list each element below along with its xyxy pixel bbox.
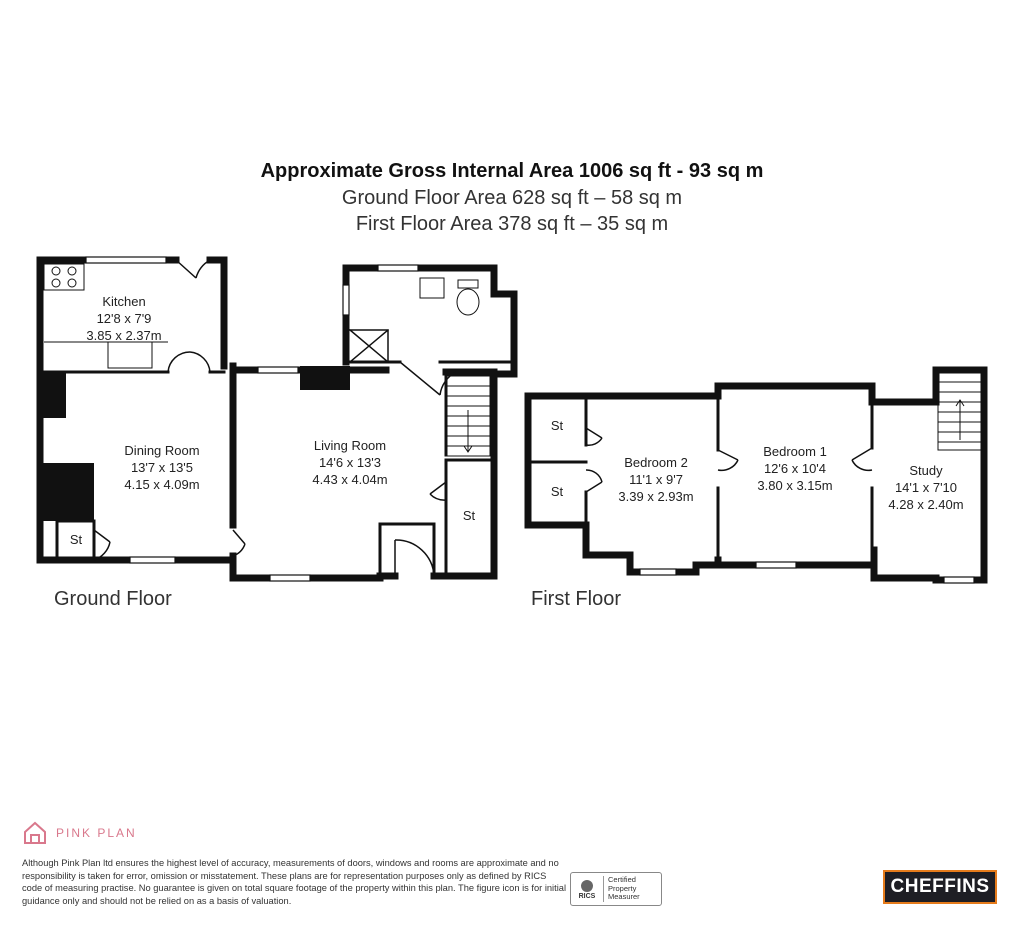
window xyxy=(756,562,796,568)
store-label: St xyxy=(550,484,564,499)
living-metric: 4.43 x 4.04m xyxy=(312,472,388,487)
kitchen-name: Kitchen xyxy=(102,294,146,309)
window xyxy=(130,557,175,563)
kitchen-metric: 3.85 x 2.37m xyxy=(86,328,162,343)
rics-icon xyxy=(580,879,594,893)
ground-area-text: Ground Floor Area 628 sq ft – 58 sq m xyxy=(341,187,683,209)
hob xyxy=(44,264,84,290)
study-name: Study xyxy=(909,463,943,478)
basin xyxy=(420,278,444,298)
rics-label: RICS xyxy=(578,892,596,900)
store-label: St xyxy=(462,508,476,523)
door xyxy=(852,448,872,470)
bedroom2-imperial: 11'1 x 9'7 xyxy=(629,472,683,487)
house-logo-icon xyxy=(22,820,48,846)
porch xyxy=(380,524,434,578)
door xyxy=(400,362,456,395)
shower xyxy=(350,330,388,362)
door xyxy=(586,428,602,445)
door xyxy=(395,540,434,576)
door xyxy=(718,450,738,470)
living-chimney xyxy=(300,366,350,390)
rics-line: Measurer xyxy=(608,892,640,902)
pink-plan-logo xyxy=(22,818,137,848)
bedroom2-metric: 3.39 x 2.93m xyxy=(618,489,694,504)
bedroom1-metric: 3.80 x 3.15m xyxy=(757,478,833,493)
window xyxy=(944,577,974,583)
first-floor-label: First Floor xyxy=(531,588,621,610)
rics-badge xyxy=(570,872,662,906)
chimney-breast-1 xyxy=(38,372,66,418)
bathroom-walls xyxy=(346,268,514,374)
living-name: Living Room xyxy=(313,438,387,453)
chimney-breast-2 xyxy=(38,463,94,521)
first-area-text: First Floor Area 378 sq ft – 35 sq m xyxy=(355,213,669,235)
disclaimer-text: Although Pink Plan ltd ensures the highest level of accuracy, measurements of doors, windows and rooms are approximate and no responsibility is taken for error, omission or misstatement. These plans are for representation purposes only as defined by RICS code of measuring practise. No guarantee is given on total square footage of the property within this plan. The figure icon is for initial guidance only and should not be relied on as a basis of valuation. xyxy=(22,858,567,906)
kitchen-imperial: 12'8 x 7'9 xyxy=(96,311,152,326)
ground-floor-label: Ground Floor xyxy=(54,588,172,610)
pink-plan-brand: PINK PLAN xyxy=(56,826,137,840)
study-imperial: 14'1 x 7'10 xyxy=(894,480,958,495)
door xyxy=(586,470,602,492)
bedroom1-name: Bedroom 1 xyxy=(763,444,827,459)
dining-name: Dining Room xyxy=(124,443,200,458)
toilet xyxy=(457,289,479,315)
bedroom2-name: Bedroom 2 xyxy=(624,455,688,470)
dining-imperial: 13'7 x 13'5 xyxy=(130,460,194,475)
study-metric: 4.28 x 2.40m xyxy=(888,497,964,512)
rics-line: Property xyxy=(608,883,637,893)
store-label: St xyxy=(69,532,83,547)
window xyxy=(378,265,418,271)
store-label: St xyxy=(550,418,564,433)
door xyxy=(94,530,110,560)
door xyxy=(430,482,446,500)
area-title: Approximate Gross Internal Area 1006 sq ft - 93 sq m xyxy=(260,160,764,182)
door xyxy=(233,530,245,556)
rics-line: Certified xyxy=(608,875,636,885)
bedroom1-imperial: 12'6 x 10'4 xyxy=(763,461,827,476)
dining-metric: 4.15 x 4.09m xyxy=(124,477,200,492)
window xyxy=(258,367,298,373)
door xyxy=(168,352,210,372)
agent-logo[interactable]: CHEFFINS xyxy=(883,870,997,904)
living-imperial: 14'6 x 13'3 xyxy=(318,455,382,470)
window xyxy=(640,569,676,575)
window xyxy=(270,575,310,581)
door xyxy=(176,260,210,278)
sink xyxy=(108,342,152,368)
window xyxy=(86,257,166,263)
window xyxy=(343,285,349,315)
